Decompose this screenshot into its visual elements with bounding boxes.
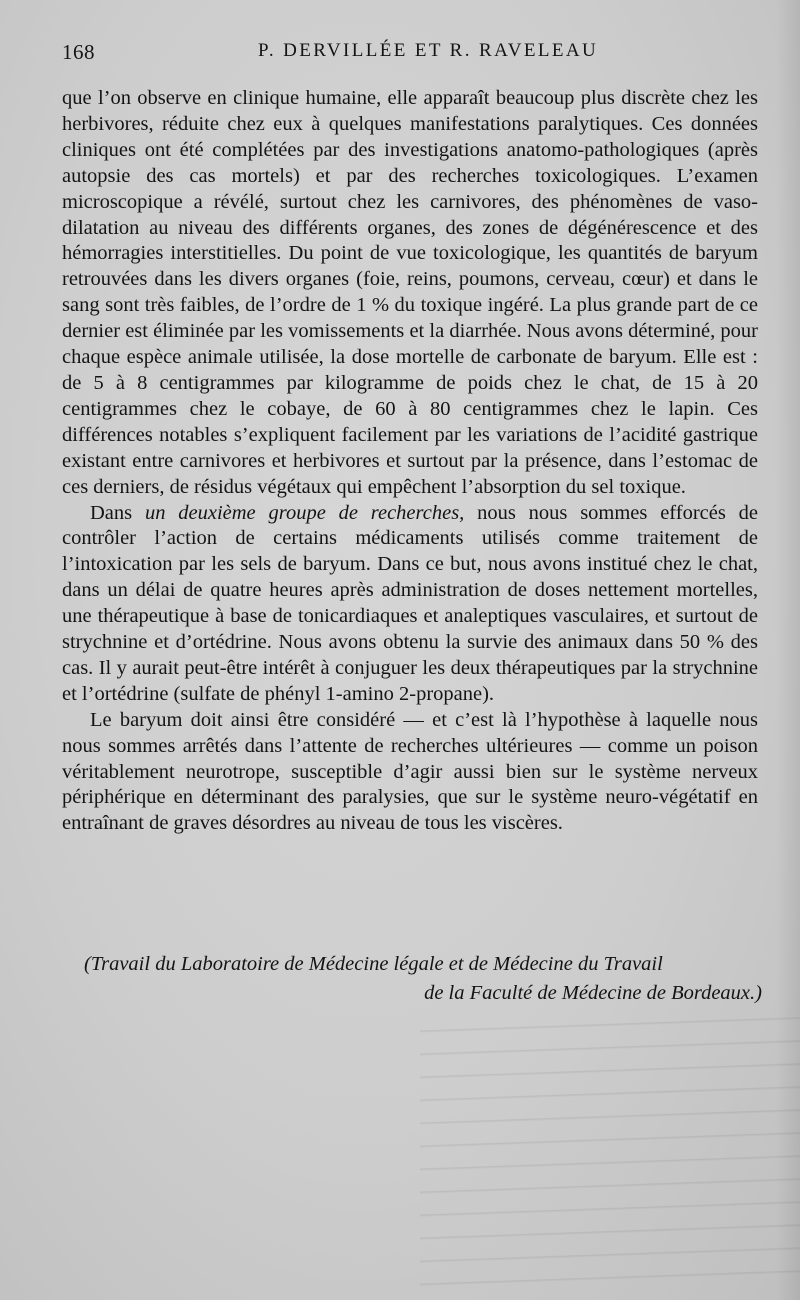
running-head: P. DERVILLÉE ET R. RAVELEAU	[258, 40, 599, 61]
paragraph-3: Le baryum doit ainsi être considéré — et c’est là l’hypothèse à laquelle nous nous sommes arrêtés dans l’attente de recherches ultérieures — comme un poison véritablement neurotrope, susceptible d’agir aussi bien sur le système nerveux périphérique en déterminant des paralysies, que sur le système neuro-végétatif en entraînant de graves désordres au niveau de tous les viscères.	[62, 708, 758, 835]
page-edge-shade	[776, 0, 800, 1300]
paragraph-2-lead: Dans	[90, 501, 133, 524]
paragraph-1: que l’on observe en clinique humaine, elle apparaît beaucoup plus discrète chez les herbivores, réduite chez eux à quelques manifestations paralytiques. Ces données cliniques ont été complétées par des investigations anatomo-pathologiques (après autopsie des cas mortels) et par des recherches toxicologiques. L’examen microscopique a révélé, surtout chez les carnivores, des phénomènes de vaso-dilatation au niveau des différents organes, des zones de dégénérescence et des hémorragies interstitielles. Du point de vue toxicologique, les quantités de baryum retrouvées dans les divers organes (foie, reins, poumons, cerveau, cœur) et dans le sang sont très faibles, de l’ordre de 1 % du toxique ingéré. La plus grande part de ce dernier est éliminée par les vomissements et la diarrhée. Nous avons déterminé, pour chaque espèce animale utilisée, la dose mortelle de carbonate de baryum. Elle est : de 5 à 8 centigrammes par kilogramme de poids chez le chat, de 15 à 20 centigrammes chez le cobaye, de 60 à 80 centigrammes chez le lapin. Ces différences notables s’expliquent facilement par les variations de l’acidité gastrique existant entre carnivores et herbivores et surtout par la présence, dans l’estomac de ces derniers, de résidus végétaux qui empêchent l’absorption du sel toxique.	[62, 87, 758, 498]
paragraph-2-emphasis: un deuxième groupe de recherches,	[144, 501, 465, 524]
page-header	[62, 40, 762, 70]
credit-line-2: de la Faculté de Médecine de Bordeaux.)	[424, 982, 762, 1004]
paragraph-2-text: nous nous sommes efforcés de contrôler l’action de certains médicaments utilisés comme traitement de l’intoxication par les sels de baryum. Dans ce but, nous avons institué chez le chat, dans un délai de quatre heures après administration de doses nettement mortelles, une thérapeutique à base de tonicardiaques et analeptiques vasculaires, et surtout de strychnine et d’ortédrine. Nous avons obtenu la survie des animaux dans 50 % des cas. Il y aurait peut-être intérêt à conjuguer les deux thérapeutiques par la strychnine et l’ortédrine (sulfate de phényl 1-amino 2-propane).	[62, 501, 758, 705]
paragraph-2	[62, 501, 758, 708]
show-through-bleed	[420, 1010, 800, 1290]
credit-line-1: (Travail du Laboratoire de Médecine légale et de Médecine du Travail	[84, 953, 663, 975]
laboratory-credit	[62, 950, 762, 1008]
page-number: 168	[62, 40, 95, 64]
article-body	[62, 86, 758, 837]
